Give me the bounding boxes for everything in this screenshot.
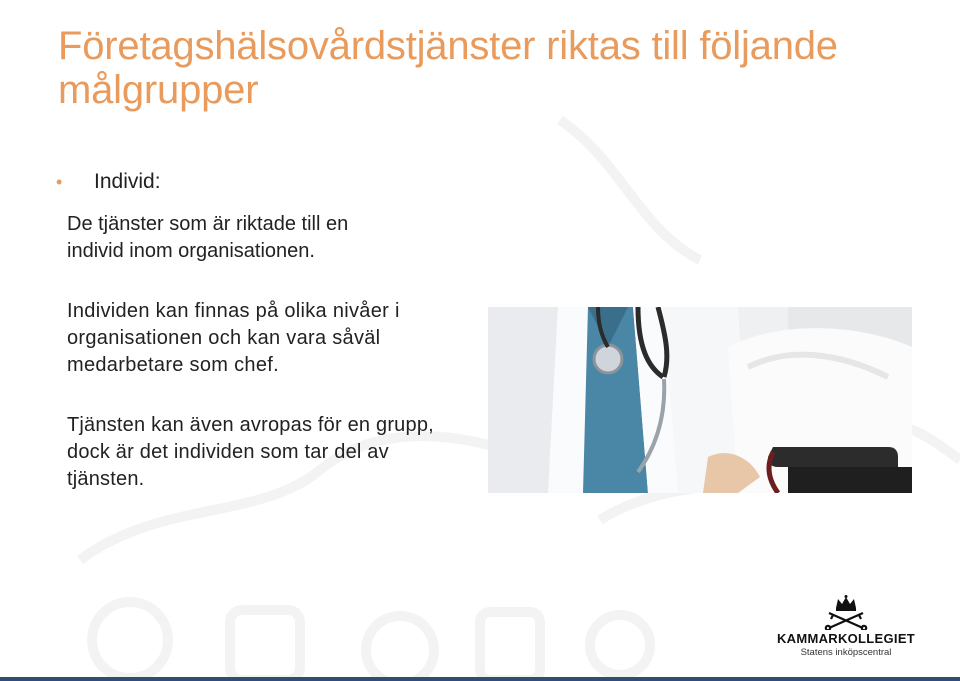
crown-and-keys-emblem-icon [823,594,869,630]
kammarkollegiet-logo [776,594,916,664]
bottom-accent-line [0,677,960,681]
bullet-item [56,169,161,195]
doctor-patient-photo [488,307,912,493]
bullet-dot-icon: • [56,172,63,192]
slide-title: Företagshälsovårdstjänster riktas till följande målgrupper [58,24,838,112]
doctor-with-stethoscope-icon [488,307,912,493]
paragraph-individual-definition: De tjänster som är riktade till en individ inom organisationen. [67,213,349,262]
logo-name: KAMMARKOLLEGIET [776,631,916,646]
paragraph-organisation-levels: Individen kan finnas på olika nivåer i organisationen och kan vara såväl medarbetare som chef. [67,300,400,376]
paragraph-group-procurement: Tjänsten kan även avropas för en grupp, dock är det individen som tar del av tjänsten. [67,414,434,490]
bullet-label: Individ: [94,170,161,193]
logo-subtitle: Statens inköpscentral [800,647,892,658]
